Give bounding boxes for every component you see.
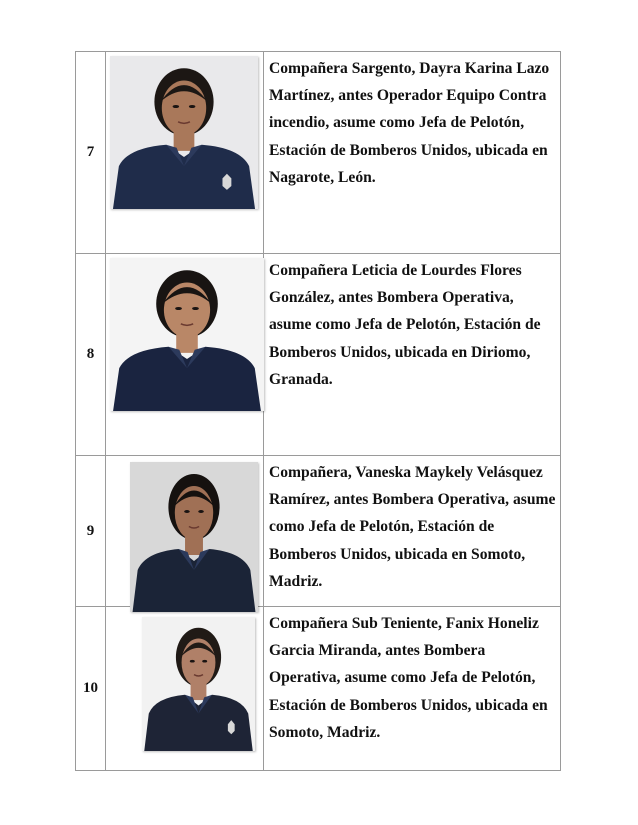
- table-row: [76, 52, 561, 254]
- photo-cell: [106, 456, 264, 607]
- description-cell: [264, 254, 561, 456]
- row-number: 10: [76, 607, 106, 771]
- photo-cell: [106, 607, 264, 771]
- photo-cell: [106, 254, 264, 456]
- appointments-table: [75, 51, 561, 771]
- description-cell: [264, 52, 561, 254]
- portrait-svg: [130, 462, 258, 612]
- left-eye: [184, 510, 190, 513]
- row-number: 8: [76, 254, 106, 456]
- appointment-description: Compañera Leticia de Lourdes Flores González, antes Bombera Operativa, asume como Jefa de Pelotón, Estación de Bomberos Unidos, ubicada en Diriomo, Granada.: [269, 262, 541, 388]
- portrait-photo: [130, 462, 258, 612]
- portrait-photo: [142, 617, 255, 751]
- right-eye: [192, 307, 199, 310]
- left-eye: [175, 307, 182, 310]
- description-cell: [264, 607, 561, 771]
- left-eye: [190, 660, 195, 663]
- portrait-photo: [110, 258, 264, 411]
- appointment-description: Compañera, Vaneska Maykely Velásquez Ramírez, antes Bombera Operativa, asume como Jefa de Pelotón, Estación de Bomberos Unidos, ubicada en Somoto, Madriz.: [269, 464, 556, 590]
- right-eye: [198, 510, 204, 513]
- table-row: [76, 254, 561, 456]
- appointment-description: Compañera Sub Teniente, Fanix Honeliz Garcia Miranda, antes Bombera Operativa, asume como Jefa de Pelotón, Estación de Bomberos Unidos, ubicada en Somoto, Madriz.: [269, 615, 548, 741]
- portrait-svg: [142, 617, 255, 751]
- appointment-description: Compañera Sargento, Dayra Karina Lazo Martínez, antes Operador Equipo Contra incendio, asume como Jefa de Pelotón, Estación de Bomberos Unidos, ubicada en Nagarote, León.: [269, 60, 550, 186]
- portrait-svg: [110, 258, 264, 411]
- row-number: 7: [76, 52, 106, 254]
- right-eye: [202, 660, 207, 663]
- table-row: [76, 456, 561, 607]
- table-row: [76, 607, 561, 771]
- description-cell: [264, 456, 561, 607]
- photo-cell: [106, 52, 264, 254]
- portrait-svg: [110, 56, 258, 209]
- left-eye: [173, 105, 180, 108]
- row-number: 9: [76, 456, 106, 607]
- right-eye: [189, 105, 196, 108]
- portrait-photo: [110, 56, 258, 209]
